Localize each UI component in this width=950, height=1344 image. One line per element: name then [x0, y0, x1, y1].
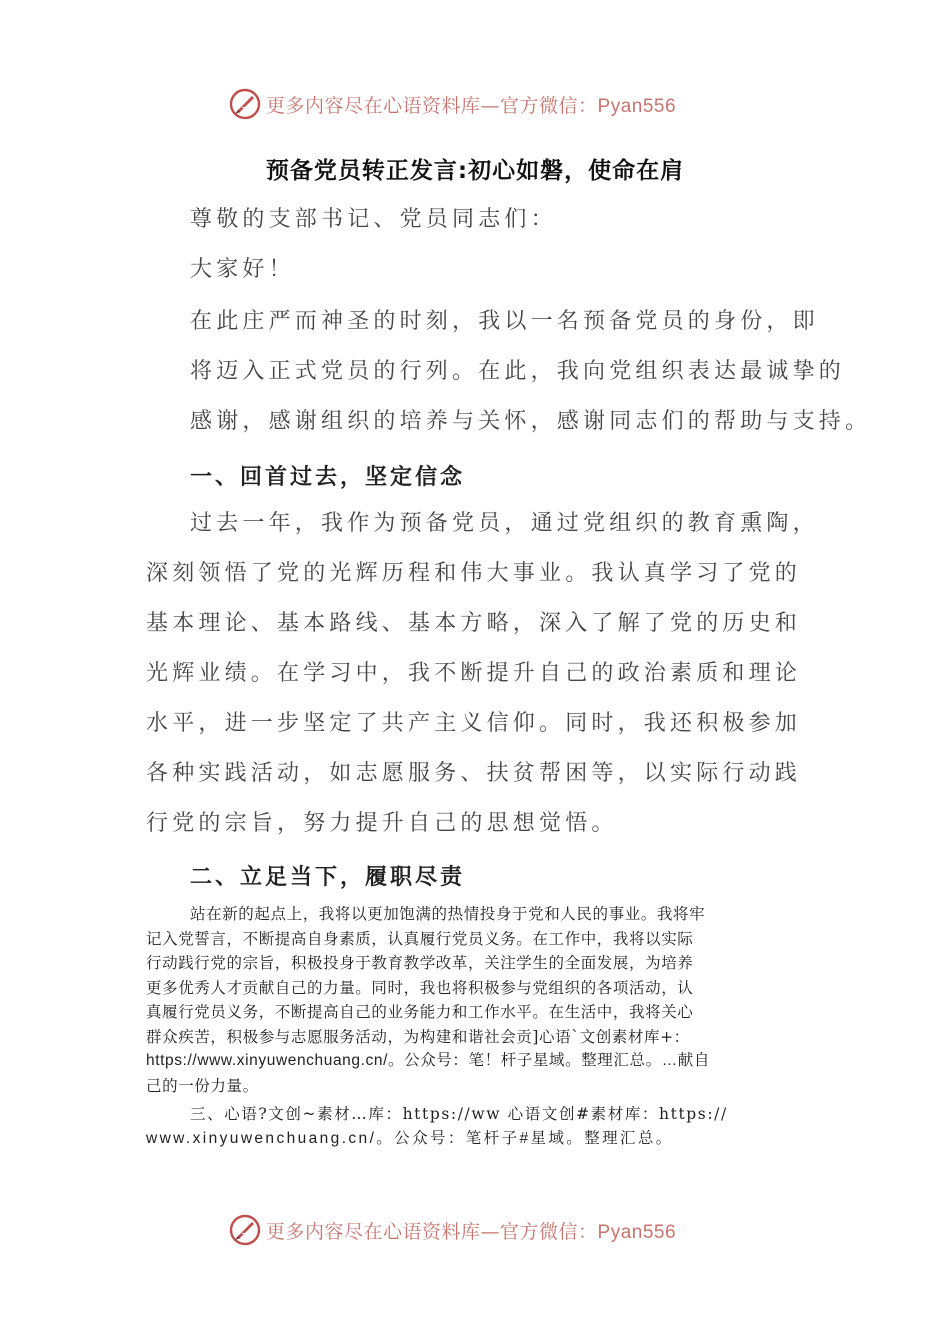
header-watermark-banner [0, 84, 950, 124]
intro-line: 感谢，感谢组织的培养与关怀，感谢同志们的帮助与支持。 [190, 409, 872, 434]
section2-line: 真履行党员义务，不断提高自己的业务能力和工作水平。在生活中，我将关心 [146, 1003, 694, 1021]
section1-paragraph [146, 499, 819, 849]
section2-line: 群众疾苦，积极参与志愿服务活动，为构建和谐社会贡]心语`文创素材库+： [146, 1027, 690, 1046]
section2-paragraph [146, 902, 806, 1098]
intro-line: 将迈入正式党员的行列。在此，我向党组织表达最诚挚的 [190, 359, 846, 384]
section2-line: 己的一份力量。 [146, 1076, 259, 1095]
banner-wechat-id: Pyan556 [597, 1221, 677, 1243]
salutation: 尊敬的支部书记、党员同志们： [190, 207, 557, 232]
section1-line: 深刻领悟了党的光辉历程和伟大事业。我认真学习了党的 [146, 561, 802, 586]
pen-logo-icon [228, 1213, 262, 1247]
document-title: 预备党员转正发言:初心如磐，使命在肩 [265, 158, 685, 184]
intro-paragraph [146, 297, 872, 447]
section3-line: www.xinyuwenchuang.cn/。公众号：笔杆子#星域。整理汇总。 [146, 1129, 674, 1147]
banner-wechat-label: 官方微信： [500, 94, 598, 117]
banner-dash: — [480, 1220, 501, 1243]
section2-heading: 二、立足当下，履职尽责 [190, 865, 466, 890]
section1-line: 各种实践活动，如志愿服务、扶贫帮困等，以实际行动践 [146, 761, 802, 786]
footer-watermark-banner [0, 1210, 950, 1250]
section2-line: 站在新的起点上，我将以更加饱满的热情投身于党和人民的事业。我将牢 [190, 905, 706, 923]
section1-heading: 一、回首过去，坚定信念 [190, 465, 466, 490]
section2-line: 记入党誓言，不断提高自身素质，认真履行党员义务。在工作中，我将以实际 [146, 929, 694, 948]
greeting: 大家好！ [190, 257, 295, 282]
banner-wechat-id: Pyan556 [597, 95, 677, 117]
section1-line: 行党的宗旨，努力提升自己的思想觉悟。 [146, 811, 618, 836]
intro-line: 在此庄严而神圣的时刻，我以一名预备党员的身份，即 [190, 309, 819, 334]
banner-text: 更多内容尽在心语资料库 [266, 94, 481, 117]
pen-logo-icon [228, 87, 262, 121]
section2-line: 更多优秀人才贡献自己的力量。同时，我也将积极参与党组织的各项活动，认 [146, 978, 694, 997]
banner-wechat-label: 官方微信： [500, 1220, 598, 1243]
banner-dash: — [480, 94, 501, 117]
section2-line: https://www.xinyuwenchuang.cn/。公众号：笔！杆子星域。整理汇总。…献自 [146, 1052, 711, 1069]
section1-line: 基本理论、基本路线、基本方略，深入了解了党的历史和 [146, 611, 802, 636]
section2-line: 行动践行党的宗旨，积极投身于教育教学改革，关注学生的全面发展，为培养 [146, 954, 694, 972]
section1-line: 水平，进一步坚定了共产主义信仰。同时，我还积极参加 [146, 711, 802, 736]
section3-paragraph [146, 1102, 806, 1151]
section3-line: 三、心语?文创~素材…库：https://ww 心语文创#素材库：https:// [190, 1105, 728, 1123]
section1-line: 光辉业绩。在学习中，我不断提升自己的政治素质和理论 [146, 661, 802, 686]
banner-text: 更多内容尽在心语资料库 [266, 1220, 481, 1243]
section1-line: 过去一年，我作为预备党员，通过党组织的教育熏陶， [190, 511, 819, 536]
